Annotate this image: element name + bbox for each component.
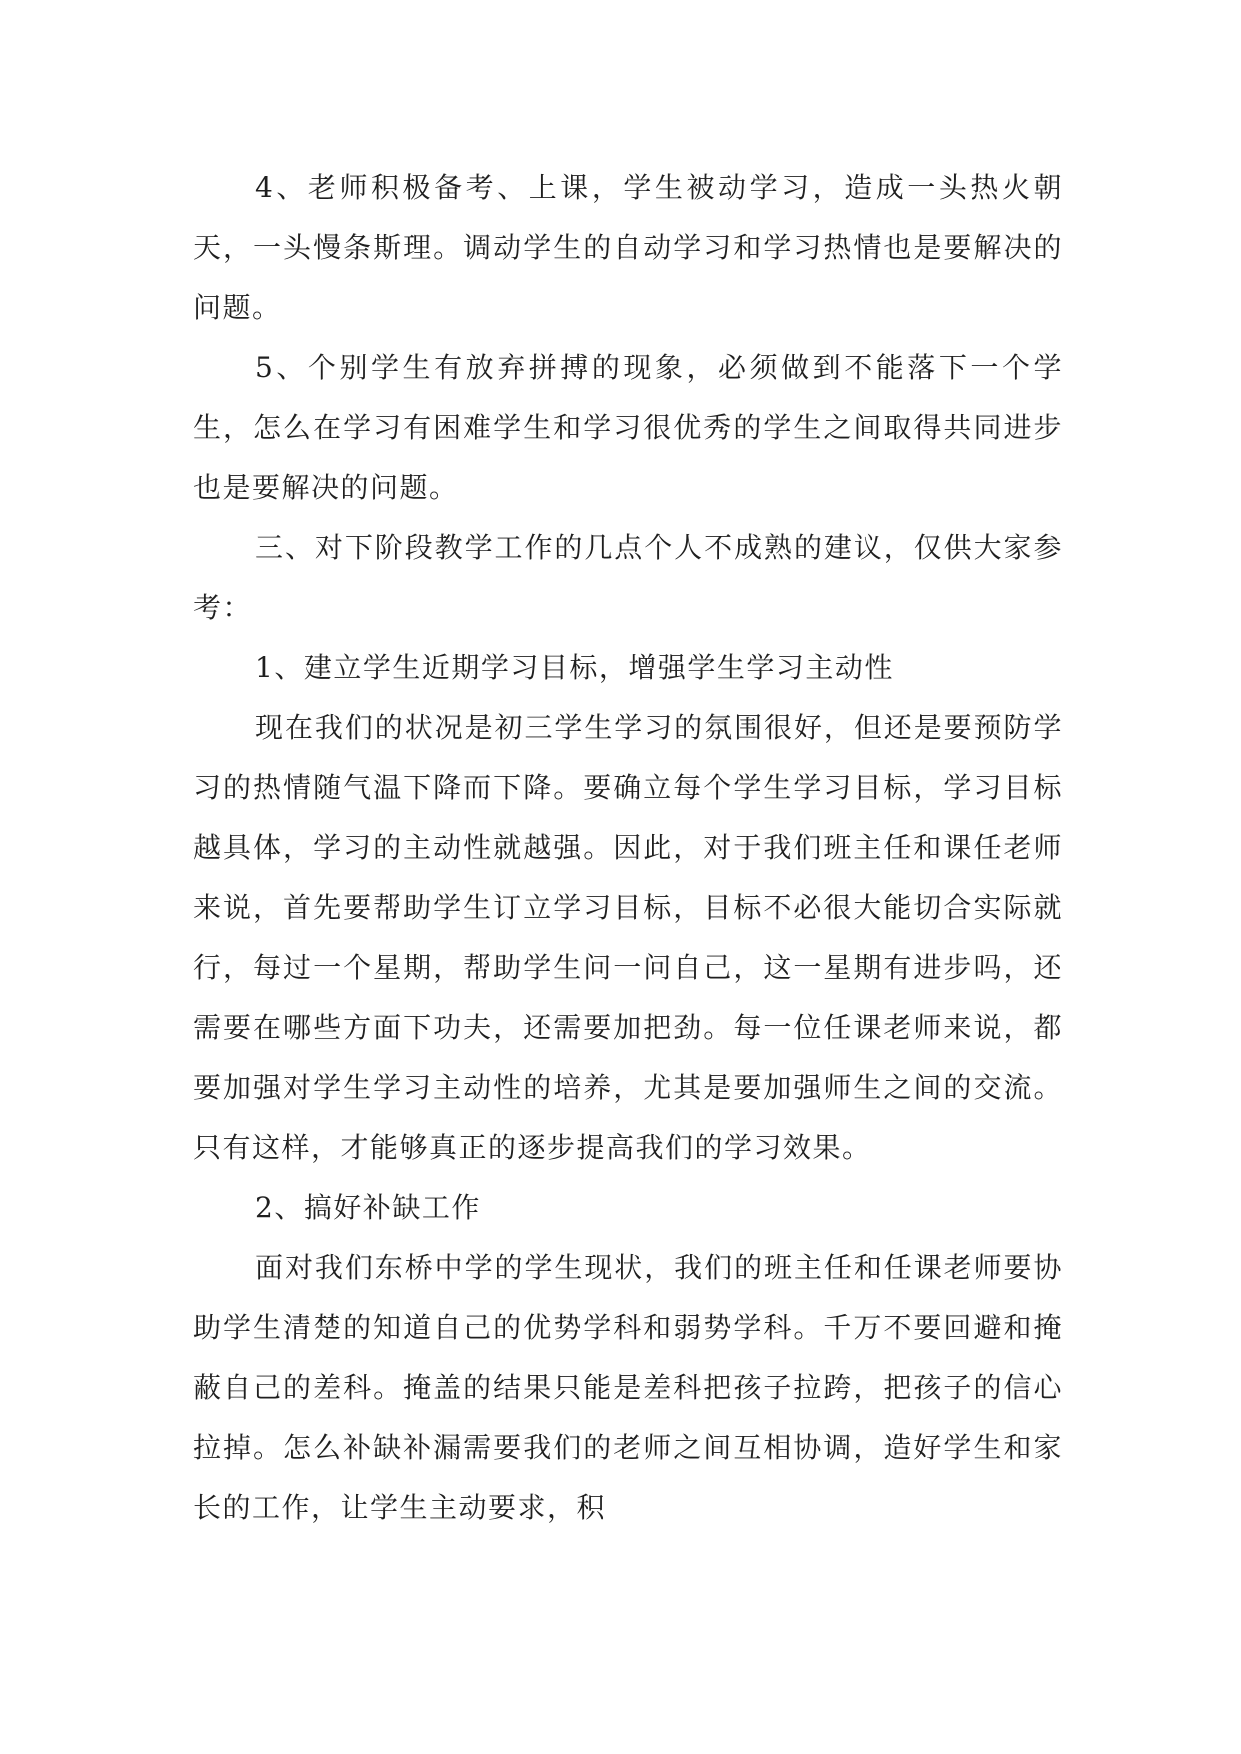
paragraph-goals: 现在我们的状况是初三学生学习的氛围很好，但还是要预防学习的热情随气温下降而下降。要确立每个学生学习目标，学习目标越具体，学习的主动性就越强。因此，对于我们班主任和课任老师来说，首先要帮助学生订立学习目标，目标不必很大能切合实际就行，每过一个星期，帮助学生问一问自己，这一星期有进步吗，还需要在哪些方面下功夫，还需要加把劲。每一位任课老师来说，都要加强对学生学习主动性的培养，尤其是要加强师生之间的交流。只有这样，才能够真正的逐步提高我们的学习效果。: [193, 711, 1063, 1164]
paragraph-item-5: 5、个别学生有放弃拼搏的现象，必须做到不能落下一个学生，怎么在学习有困难学生和学习很优秀的学生之间取得共同进步也是要解决的问题。: [193, 351, 1063, 504]
paragraph-remediation: 面对我们东桥中学的学生现状，我们的班主任和任课老师要协助学生清楚的知道自己的优势学科和弱势学科。千万不要回避和掩蔽自己的差科。掩盖的结果只能是差科把孩子拉跨，把孩子的信心拉掉。怎么补缺补漏需要我们的老师之间互相协调，造好学生和家长的工作，让学生主动要求，积: [193, 1251, 1063, 1524]
paragraph-item-4: 4、老师积极备考、上课，学生被动学习，造成一头热火朝天，一头慢条斯理。调动学生的自动学习和学习热情也是要解决的问题。: [193, 171, 1063, 324]
document-body: [193, 158, 1063, 1538]
subheading-1: 1、建立学生近期学习目标，增强学生学习主动性: [255, 651, 894, 684]
subheading-2: 2、搞好补缺工作: [255, 1191, 481, 1224]
section-heading-3: 三、对下阶段教学工作的几点个人不成熟的建议，仅供大家参考：: [193, 531, 1063, 624]
